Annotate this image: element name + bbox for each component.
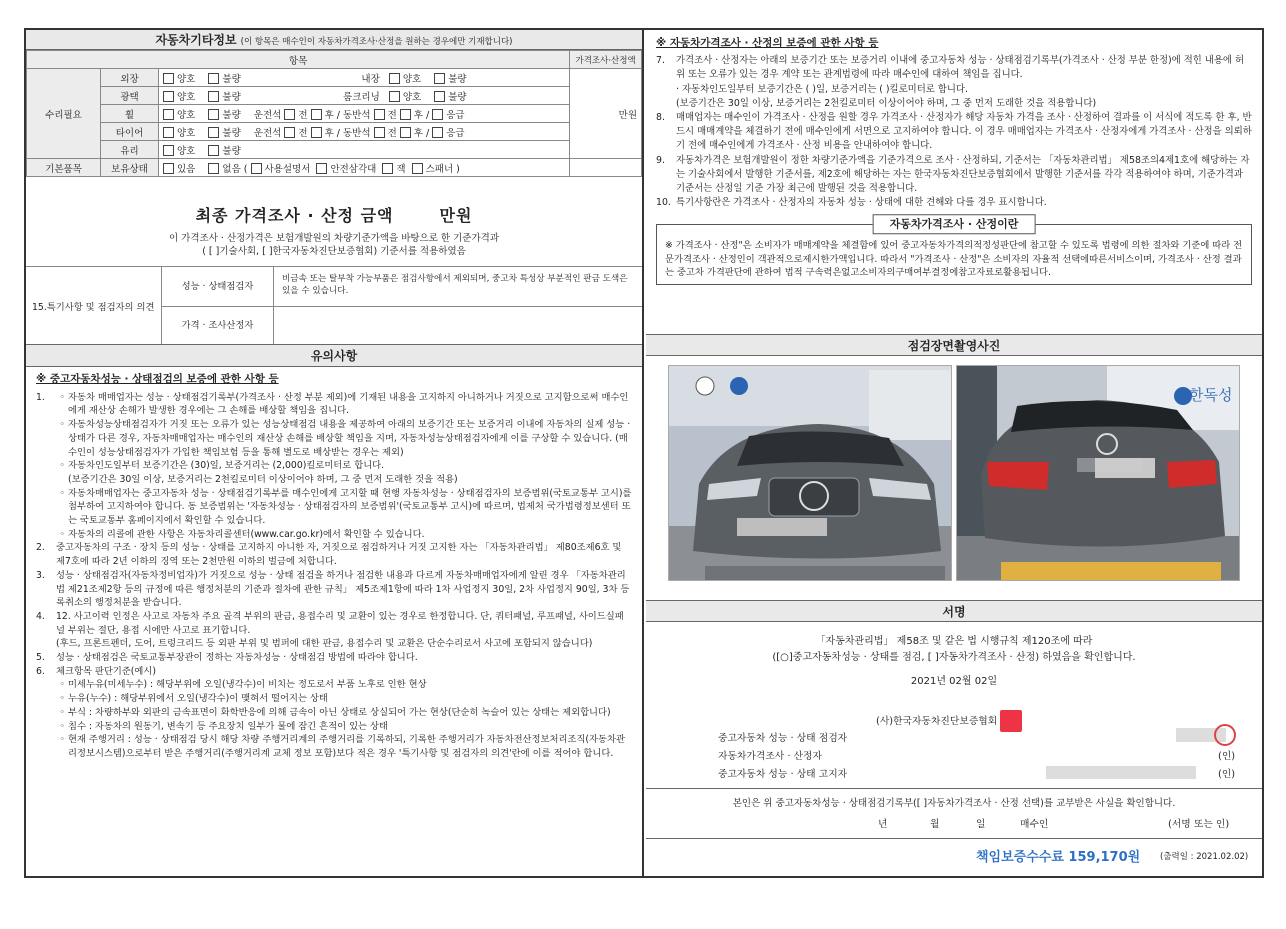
month-label: 월: [930, 819, 940, 830]
pricing-text: (보증기간은 30일 이상, 보증거리는 2천킬로미터 이상이어야 하며, 그 중 먼저 도래한 것을 적용합니다): [676, 97, 1097, 109]
caution-item-6: 6. 체크항목 판단기준(예시): [36, 665, 157, 677]
front-label: 전: [387, 127, 397, 139]
signature-title: 서명: [646, 600, 1262, 622]
room-clean-bad-checkbox[interactable]: [434, 91, 445, 102]
spanner-checkbox[interactable]: [412, 163, 423, 174]
option-label: 불량: [448, 91, 467, 103]
holding-cell: [101, 159, 159, 177]
final-price-unit: 만원: [439, 206, 473, 225]
basic-items-cell: [27, 159, 101, 177]
inspector-seal-icon: [1214, 724, 1236, 746]
pricing-text: 특기사항란은 가격조사 · 산정자의 자동차 성능 · 상태에 대한 견해와 다를 경우 표시합니다.: [676, 197, 1047, 209]
emergency-label: 응급: [446, 127, 465, 139]
triangle-checkbox[interactable]: [316, 163, 327, 174]
price-inspector-label: 가격 · 조사산정자: [181, 320, 254, 331]
pricing-text: · 자동차인도일부터 보증기간은 ( )일, 보증거리는 ( )킬로미터로 합니다.: [676, 83, 968, 95]
caution-item-6b: ◦ 누유(누수) : 해당부위에서 오일(냉각수)이 맺혀서 떨어지는 상태: [59, 693, 328, 705]
has-checkbox[interactable]: [163, 163, 174, 174]
interior-bad-checkbox[interactable]: [434, 73, 445, 84]
caution-body: [26, 367, 642, 761]
org-name: (사)한국자동차진단보증협회: [876, 716, 998, 727]
caution-item-6d: ◦ 침수 : 자동차의 원동기, 변속기 등 주요장치 일부가 물에 잠긴 흔적이 있는 상태: [59, 720, 388, 732]
caution-text: 12. 사고이력 인정은 사고로 자동차 주요 골격 부위의 판금, 용접수리 및 교환이 있는 경우로 한정합니다. 단, 쿼터패널, 루프패널, 사이드실패널 부위는 절단, 용접 시에만 사고로 표기합니다.: [56, 610, 624, 636]
pricing-item-9: 9. 자동차가격은 보험개발원이 정한 차량기준가액을 기준가격으로 조사 · 산정하되, 기준서는 「자동차관리법」 제58조의4제1호에 해당하는 자는 기술사회에서 발행한 기준서를, 제2호에 해당하는 자는 한국자동차진단보증협회에서 발행한 기준서를 각각 적용하여야 하며, 기준가격과 기준서는 산정일 기준 가장 최근에 발행된 것을 적용합니다.: [656, 154, 1252, 197]
caution-heading: ※ 중고자동차성능 · 상태점검의 보증에 관한 사항 등: [36, 373, 279, 385]
right-panel: [646, 30, 1262, 876]
caution-item-1e: ◦ 자동차의 리콜에 관한 사항은 자동차리콜센터(www.car.go.kr)에서 확인할 수 있습니다.: [59, 528, 425, 540]
pricing-heading: ※ 자동차가격조사 · 산정의 보증에 관한 사항 등: [656, 37, 879, 49]
tire-passenger-front-checkbox[interactable]: [374, 127, 385, 138]
final-price-section: [26, 193, 642, 267]
tire-bad-checkbox[interactable]: [208, 127, 219, 138]
option-label: 양호: [177, 73, 196, 85]
caution-item-2: 2. 중고자동차의 구조 · 장치 등의 성능 · 상태를 고지하지 아니한 자, 거짓으로 점검하거나 거짓 고지한 자는 「자동차관리법」 제80조제6호 및 제7호에 따라 2년 이하의 징역 또는 2천만원 이하의 벌금에 처합니다.: [36, 541, 632, 568]
car-rear-image: [957, 366, 1240, 581]
tire-driver-rear-checkbox[interactable]: [311, 127, 322, 138]
option-label: 불량: [222, 91, 241, 103]
wheel-driver-rear-checkbox[interactable]: [311, 109, 322, 120]
jack-label: 잭: [396, 163, 406, 175]
caution-item-3: 3. 성능 · 상태점검자(자동차정비업자)가 거짓으로 성능 · 상태 점검을 하거나 점검한 내용과 다르게 자동차매매업자에게 알린 경우 「자동차관리법 제21조제2항 등의 규정에 따른 행정처분의 기준과 절차에 관한 규칙」 제5조제1항에 따라 1차 사업정지 30일, 2차 사업정지 90일, 3차 등록취소의 행정처분을 받습니다.: [36, 569, 632, 610]
glass-options: [159, 141, 570, 159]
manual-label: 사용설명서: [264, 163, 311, 175]
signature-law-1: 「자동차관리법」 제58조 및 같은 법 시행규칙 제120조에 따라: [815, 636, 1093, 647]
passenger-label: 동반석: [343, 109, 371, 121]
caution-item-6a: ◦ 미세누유(미세누수) : 해당부위에 오일(냉각수)이 비치는 정도로서 부품 노후로 인한 현상: [59, 679, 427, 691]
basic-price-cell: [570, 159, 642, 177]
caution-item-4: 4. 12. 사고이력 인정은 사고로 자동차 주요 골격 부위의 판금, 용접수리 및 교환이 있는 경우로 한정합니다. 단, 쿼터패널, 루프패널, 사이드실패널 부위는 절단, 용접 시에만 사고로 표기합니다. (후드, 프론트펜더, 도어, 트렁크리드 등 외판 부위 및 범퍼에 대한 판금, 용접수리 및 교환은 단순수리로서 사고에 포함되지 않습니다): [36, 610, 624, 650]
option-label: 불량: [222, 109, 241, 121]
none-checkbox[interactable]: [208, 163, 219, 174]
exterior-bad-checkbox[interactable]: [208, 73, 219, 84]
emergency-label: 응급: [446, 109, 465, 121]
car-front-image: [669, 366, 952, 581]
tire-good-checkbox[interactable]: [163, 127, 174, 138]
row-label: [101, 87, 159, 105]
glass-good-checkbox[interactable]: [163, 145, 174, 156]
gloss-options: [159, 87, 570, 105]
col-item-header: [27, 51, 570, 69]
tire-driver-front-checkbox[interactable]: [284, 127, 295, 138]
room-clean-good-checkbox[interactable]: [389, 91, 400, 102]
inspection-record-page: [24, 28, 1264, 878]
row-label: [101, 141, 159, 159]
rear-label: 후: [324, 109, 334, 121]
caution-item-6e: ◦ 현재 주행거리 : 성능 · 상태점검 당시 해당 차량 주행거리계의 주행거리를 기록하되, 기록한 주행거리가 자동차전산정보처리조직(자동차관리정보시스템)으로부터 받은 주행거리(주행거리계 교체 정보 포함)보다 적은 경우 '특기사항 및 점검자의 의견'란에 이를 적어야 합니다.: [36, 733, 632, 760]
col-item-label: 항목: [288, 55, 308, 67]
caution-text: 성능 · 상태점검은 국토교통부장관이 정하는 자동차성능 · 상태점검 방법에 따라야 합니다.: [56, 652, 418, 664]
caution-item-1d: ◦ 자동차매매업자는 중고자동차 성능 · 상태점검기록부를 매수인에게 고지할 때 현행 자동차성능 · 상태점검자의 보증범위(국토교통부 고시)를 첨부하여 고지하여야 합니다. 동 보증범위는 '자동차성능 · 상태점검자의 보증범위'(국토교통부 고시)에 따르며, 법제처 국가법령정보센터 또는 국토교통부 홈페이지에서 확인할 수 있습니다.: [59, 487, 632, 527]
fee-divider: [646, 838, 1262, 839]
option-label: 양호: [402, 91, 422, 103]
caution-text: 자동차 매매업자는 성능 · 상태점검기록부(가격조사 · 산정 부분 제외)에 기재된 내용을 고지하지 아니하거나 거짓으로 고지함으로써 매수인에게 재산상 손해가 발생한 경우에는 그 손해를 배상할 책임을 집니다.: [68, 391, 629, 417]
caution-text: 중고자동차의 구조 · 장치 등의 성능 · 상태를 고지하지 아니한 자, 거짓으로 점검하거나 거짓 고지한 자는 「자동차관리법」 제80조제6호 및 제7호에 따라 2년 이하의 징역 또는 2천만원 이하의 벌금에 처합니다.: [56, 542, 622, 568]
photos-title: 점검장면촬영사진: [646, 334, 1262, 356]
has-label: 있음: [177, 163, 196, 175]
inspector-label: 중고자동차 성능 · 상태 점검자: [718, 733, 848, 744]
remarks-section: [26, 267, 642, 345]
caution-text: (후드, 프론트펜더, 도어, 트렁크리드 등 외판 부위 및 범퍼에 대한 판금, 용접수리 및 교환은 단순수리로서 사고에 포함되지 않습니다): [56, 638, 593, 650]
gloss-bad-checkbox[interactable]: [208, 91, 219, 102]
pricing-item-7: 7. 가격조사 · 산정자는 아래의 보증기간 또는 보증거리 이내에 중고자동차 성능 · 상태점검기록부(가격조사 · 산정 부분 한정)에 적힌 내용에 허위 또는 오류가 있는 경우 계약 또는 관계법령에 따라 매수인에 대하여 책임을 집니다. · 자동차인도일부터 보증기간은 ( )일, 보증거리는 ( )킬로미터로 합니다. (보증기간은 30일 이상, 보증거리는 2천킬로미터 이상이어야 하며, 그 중 먼저 도래한 것을 적용합니다): [656, 55, 1244, 109]
col-price-header: [570, 51, 642, 69]
notifier-label: 중고자동차 성능 · 상태 고지자: [718, 769, 848, 780]
wheel-passenger-rear-checkbox[interactable]: [400, 109, 411, 120]
caution-text: 체크항목 판단기준(예시): [56, 665, 157, 677]
rear-label: 후: [413, 127, 423, 139]
interior-good-checkbox[interactable]: [389, 73, 400, 84]
guarantee-fee: 책임보증수수료 159,170원: [976, 850, 1141, 865]
repair-needed-label: 수리필요: [45, 109, 82, 121]
remarks-label-cell: [26, 267, 162, 344]
final-price-title: [26, 203, 642, 226]
car-rear-photo: [956, 365, 1240, 581]
pricing-definition-text: ※ 가격조사 · 산정"은 소비자가 매매계약을 체결함에 있어 중고자동차가격의적정성판단에 참고할 수 있도록 법령에 의한 절차와 기준에 따라 전문가격조사 · 산정인이 객관적으로제시한가액입니다. 따라서 "가격조사 · 산정"은 소비자의 자율적 선택에따른서비스이며, 가격조사 · 산정 결과는 중고차 가격판단에 관하여 법적 구속력은없고소비자의구매여부결정에참고자료로활용됩니다.: [665, 240, 1243, 279]
etc-info-note: (이 항목은 매수인이 자동차가격조사·산정을 원하는 경우에만 기재합니다): [240, 37, 513, 47]
row-label: [101, 105, 159, 123]
pricer-label: 자동차가격조사 · 산정자: [718, 751, 822, 762]
buyer-sign-label: (서명 또는 인): [1168, 819, 1230, 830]
perf-inspector-cell: [162, 267, 274, 307]
front-label: 전: [298, 127, 308, 139]
pricing-definition-title: 자동차가격조사 · 산정이란: [873, 215, 1036, 235]
driver-label: 운전석: [253, 109, 282, 121]
year-label: 년: [878, 819, 888, 830]
option-label: 양호: [177, 109, 196, 121]
caution-title: 유의사항: [26, 345, 642, 367]
spanner-label: 스패너: [425, 163, 454, 175]
wheel-good-checkbox[interactable]: [163, 109, 174, 120]
tire-label: 타이어: [115, 127, 144, 139]
tire-options: 양호 불량 운전석 전 후 / 동반석 전 후 / 응급: [159, 123, 570, 141]
wheel-emergency-checkbox[interactable]: [432, 109, 443, 120]
option-label: 양호: [177, 127, 196, 139]
etc-info-title: 자동차기타정보: [155, 33, 237, 47]
room-clean-label: 룸크리닝: [343, 91, 380, 103]
front-label: 전: [298, 109, 308, 121]
caution-text: 성능 · 상태점검자(자동차정비업자)가 거짓으로 성능 · 상태 점검을 하거나 점검한 내용과 다르게 자동차매매업자에게 알린 경우 「자동차관리법 제21조제2항 등의 규정에 따른 행정처분의 기준과 절차에 관한 규칙」 제5조제1항에 따라 1차 사업정지 30일, 2차 사업정지 90일, 3차 등록취소의 행정처분을 받습니다.: [56, 569, 630, 609]
holding-options: 있음 없음 ( 사용설명서 안전삼각대 잭 스패너 ): [159, 159, 570, 177]
caution-item-1c: ◦ 자동차인도일부터 보증기간은 (30)일, 보증거리는 (2,000)킬로미터로 합니다. (보증기간은 30일 이상, 보증거리는 2천킬로미터 이상이어야 하며, 그 중 먼저 도래한 것을 적용): [59, 460, 458, 485]
pricing-definition-box: [656, 217, 1252, 285]
jack-checkbox[interactable]: [382, 163, 393, 174]
signature-section: [646, 600, 1262, 876]
final-price-note-1: 이 가격조사 · 산정가격은 보험개발원의 차량기준가액을 바탕으로 한 기준가격과: [168, 233, 500, 244]
pricing-text: 가격조사 · 산정자는 아래의 보증기간 또는 보증거리 이내에 중고자동차 성능 · 상태점검기록부(가격조사 · 산정 부분 한정)에 적힌 내용에 허위 또는 오류가 있는 경우 계약 또는 관계법령에 따라 매수인에 대하여 책임을 집니다.: [676, 55, 1244, 81]
caution-text: 미세누유(미세누수) : 해당부위에 오일(냉각수)이 비치는 정도로서 부품 노후로 인한 현상: [68, 679, 427, 691]
front-label: 전: [387, 109, 397, 121]
option-label: 양호: [402, 73, 422, 85]
option-label: 양호: [177, 145, 196, 157]
caution-item-1a: 1. ◦ 자동차 매매업자는 성능 · 상태점검기록부(가격조사 · 산정 부분 제외)에 기재된 내용을 고지하지 아니하거나 거짓으로 고지함으로써 매수인에게 재산상 손해가 발생한 경우에는 그 손해를 배상할 책임을 집니다.: [36, 391, 632, 418]
rear-label: 후: [324, 127, 334, 139]
rear-label: 후: [413, 109, 423, 121]
signature-date: 2021년 02월 02일: [910, 676, 998, 687]
caution-text: 자동차인도일부터 보증기간은 (30)일, 보증거리는 (2,000)킬로미터로 합니다.: [68, 460, 385, 472]
caution-text: 현재 주행거리 : 성능 · 상태점검 당시 해당 차량 주행거리계의 주행거리를 기록하되, 기록한 주행거리가 자동차전산정보처리조직(자동차관리정보시스템)으로부터 받은 주행거리(주행거리계 교체 정보 포함)보다 적은 경우 '특기사항 및 점검자의 의견'란에 이를 적어야 합니다.: [68, 734, 625, 759]
perf-inspector-label: 성능 · 상태점검자: [181, 281, 254, 292]
exterior-good-checkbox[interactable]: [163, 73, 174, 84]
wheel-bad-checkbox[interactable]: [208, 109, 219, 120]
pricing-guarantee-section: [646, 30, 1262, 210]
caution-section: [26, 345, 642, 876]
gloss-good-checkbox[interactable]: [163, 91, 174, 102]
caution-item-1b: ◦ 자동차성능상태점검자가 거짓 또는 오류가 있는 성능상태점검 내용을 제공하여 아래의 보증기간 또는 보증거리 이내에 자동차의 실제 성능 · 상태가 다른 경우, 자동차매매업자는 매수인의 재산상 손해를 배상할 책임을 지며, 자동차성능상태점검자에게 이를 구상할 수 있습니다. (매수인이 성능상태점검자가 가입한 책임보험 등을 통해 별도로 배상받는 경우는 제외): [59, 419, 631, 458]
etc-info-table: [26, 50, 642, 177]
caution-text: 자동차성능상태점검자가 거짓 또는 오류가 있는 성능상태점검 내용을 제공하여 아래의 보증기간 또는 보증거리 이내에 자동차의 실제 성능 · 상태가 다른 경우, 자동차매매업자는 매수인의 재산상 손해를 배상할 책임을 지며, 자동차성능상태점검자에게 이를 구상할 수 있습니다. (매수인이 성능상태점검자가 가입한 책임보험 등을 통해 별도로 배상받는 경우는 제외): [68, 419, 631, 458]
org-line: [876, 710, 1022, 732]
final-price-label: 최종 가격조사 · 산정 금액: [195, 206, 394, 225]
pricing-item-10: 10. 특기사항란은 가격조사 · 산정자의 자동차 성능 · 상태에 대한 견해와 다를 경우 표시합니다.: [656, 196, 1252, 210]
exterior-options: [159, 69, 570, 87]
row-label: [101, 123, 159, 141]
option-label: 불량: [222, 73, 241, 85]
inspector-seal: [1214, 724, 1236, 746]
driver-label: 운전석: [253, 127, 282, 139]
notifier-name-redacted: [1046, 766, 1196, 779]
pricer-seal: (인): [1218, 751, 1236, 762]
etc-info-header: [26, 30, 642, 50]
pricing-text: 매매업자는 매수인이 가격조사 · 산정을 원할 경우 가격조사 · 산정자가 해당 자동차 가격을 조사 · 산정하여 결과를 이 서식에 적도록 한 후, 반드시 매매계약을 체결하기 전에 매수인에게 서면으로 고지하여야 합니다. 이 경우 매매업자는 가격조사 · 산정자에게 가격조사 · 산정을 의뢰하기 전에 매수인에게 가격조사 · 산정 비용을 안내하여야 합니다.: [676, 112, 1252, 152]
buyer-label: 매수인: [1020, 819, 1049, 830]
caution-text: 자동차매매업자는 중고자동차 성능 · 상태점검기록부를 매수인에게 고지할 때 현행 자동차성능 · 상태점검자의 보증범위(국토교통부 고시)를 첨부하여 고지하여야 합니다. 동 보증범위는 '자동차성능 · 상태점검자의 보증범위'(국토교통부 고시)에 따르며, 법제처 국가법령정보센터 또는 국토교통부 홈페이지에서 확인할 수 있습니다.: [68, 487, 632, 527]
wheel-options: 양호 불량 운전석 전 후 / 동반석 전 후 / 응급: [159, 105, 570, 123]
glass-bad-checkbox[interactable]: [208, 145, 219, 156]
pricing-item-8: 8. 매매업자는 매수인이 가격조사 · 산정을 원할 경우 가격조사 · 산정자가 해당 자동차 가격을 조사 · 산정하여 결과를 이 서식에 적도록 한 후, 반드시 매매계약을 체결하기 전에 매수인에게 서면으로 고지하여야 합니다. 이 경우 매매업자는 가격조사 · 산정자에게 가격조사 · 산정을 의뢰하기 전에 매수인에게 가격조사 · 산정 비용을 안내하여야 합니다.: [656, 111, 1252, 154]
price-inspector-cell: [162, 307, 274, 344]
row-label: [101, 69, 159, 87]
caution-text: 침수 : 자동차의 원동기, 변속기 등 주요장치 일부가 물에 잠긴 흔적이 있는 상태: [68, 720, 388, 732]
option-label: 양호: [177, 91, 196, 103]
won-label: 만원: [618, 109, 637, 121]
signature-divider: [646, 788, 1262, 789]
none-label: 없음: [222, 163, 241, 175]
notifier-seal: (인): [1218, 769, 1236, 780]
caution-text: 누유(누수) : 해당부위에서 오일(냉각수)이 맺혀서 떨어지는 상태: [68, 693, 328, 705]
gloss-label: 광택: [120, 91, 139, 103]
option-label: 불량: [222, 145, 241, 157]
col-price-label: 가격조사·산정액: [575, 55, 636, 66]
perf-inspector-opinion: 비금속 또는 탈부착 가능부품은 점검사항에서 제외되며, 중고차 특성상 부분적인 판금 도색은 있을 수 있습니다.: [274, 267, 642, 307]
option-label: 불량: [222, 127, 241, 139]
basic-items-label: 기본품목: [45, 163, 82, 175]
print-date: (출력일 : 2021.02.02): [1160, 852, 1249, 862]
pricing-text: 자동차가격은 보험개발원이 정한 차량기준가액을 기준가격으로 조사 · 산정하되, 기준서는 「자동차관리법」 제58조의4제1호에 해당하는 자는 기술사회에서 발행한 기준서를, 제2호에 해당하는 자는 한국자동차진단보증협회에서 발행한 기준서를 각각 적용하여야 하며, 기준가격과 기준서는 산정일 기준 가장 최근에 발행된 것을 적용합니다.: [676, 154, 1250, 195]
passenger-label: 동반석: [343, 127, 371, 139]
car-front-photo: [668, 365, 952, 581]
wheel-label: 휠: [124, 109, 135, 121]
caution-text: 부식 : 차량하부와 외판의 금속표면이 화학반응에 의해 금속이 아닌 상태로 상실되어 가는 현상(단순히 녹슬어 있는 상태는 제외합니다): [68, 706, 611, 718]
repair-price-cell: [570, 69, 642, 159]
receipt-text: 본인은 위 중고자동차성능 · 상태점검기록부([ ]자동차가격조사 · 산정 선택)를 교부받은 사실을 확인합니다.: [732, 798, 1176, 809]
signature-law-2: ([○]중고자동차성능 · 상태를 점검, [ ]자동차가격조사 · 산정) 하였음을 확인합니다.: [772, 652, 1136, 663]
remarks-label: 15.특기사항 및 점검자의 의견: [32, 301, 155, 313]
triangle-label: 안전삼각대: [330, 163, 377, 175]
left-panel: [26, 30, 644, 876]
final-price-note-2: ( [ ]기술사회, [ ]한국자동차진단보증협회) 기준서를 적용하였음: [202, 246, 466, 257]
manual-checkbox[interactable]: [251, 163, 262, 174]
wheel-driver-front-checkbox[interactable]: [284, 109, 295, 120]
org-seal-icon: [1000, 710, 1022, 732]
caution-item-6c: ◦ 부식 : 차량하부와 외판의 금속표면이 화학반응에 의해 금속이 아닌 상태로 상실되어 가는 현상(단순히 녹슬어 있는 상태는 제외합니다): [59, 706, 611, 718]
caution-item-5: 5. 성능 · 상태점검은 국토교통부장관이 정하는 자동차성능 · 상태점검 방법에 따라야 합니다.: [36, 652, 418, 664]
option-label: 불량: [448, 73, 467, 85]
repair-needed-cell: [27, 69, 101, 159]
brand-sign-text: 한독성: [1189, 386, 1233, 404]
tire-passenger-rear-checkbox[interactable]: [400, 127, 411, 138]
interior-label: 내장: [361, 73, 380, 85]
caution-text: 자동차의 리콜에 관한 사항은 자동차리콜센터(www.car.go.kr)에서 확인할 수 있습니다.: [68, 528, 425, 540]
caution-text: (보증기간은 30일 이상, 보증거리는 2천킬로미터 이상이어야 하며, 그 중 먼저 도래한 것을 적용): [68, 473, 458, 485]
tire-emergency-checkbox[interactable]: [432, 127, 443, 138]
exterior-label: 외장: [120, 73, 139, 85]
day-label: 일: [976, 819, 986, 830]
glass-label: 유리: [120, 145, 139, 157]
holding-label: 보유상태: [111, 163, 148, 175]
wheel-passenger-front-checkbox[interactable]: [374, 109, 385, 120]
